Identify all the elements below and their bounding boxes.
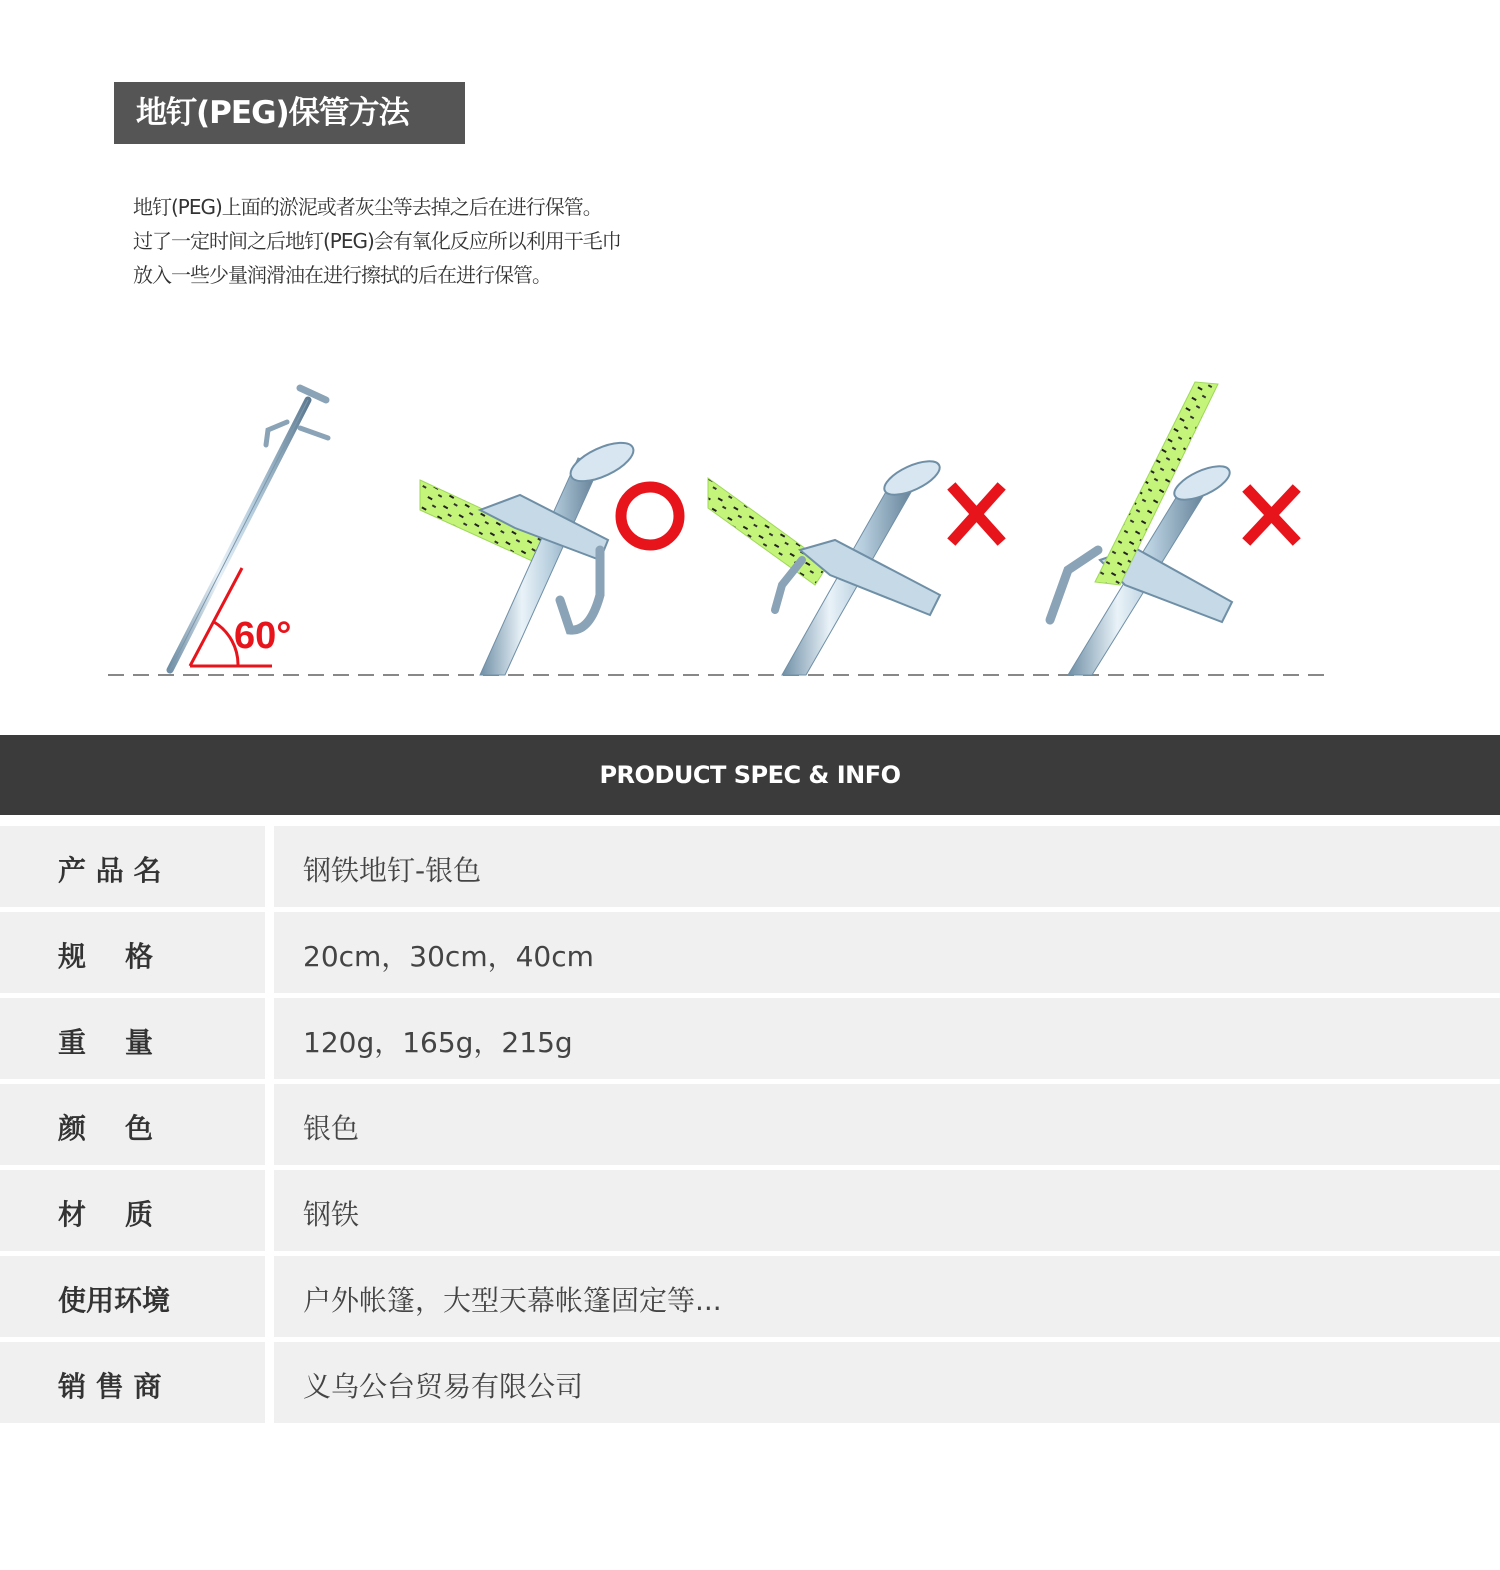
- care-line-2: 过了一定时间之后地钉(PEG)会有氧化反应所以利用干毛巾: [133, 229, 621, 253]
- spec-value: 义乌公台贸易有限公司: [274, 1342, 1500, 1423]
- care-method-title: 地钉(PEG)保管方法: [114, 82, 465, 144]
- spec-value: 钢铁: [274, 1170, 1500, 1251]
- spec-label: 重 量: [0, 998, 265, 1079]
- spec-row-size: [0, 912, 1500, 993]
- spec-section-header: PRODUCT SPEC & INFO: [0, 735, 1500, 815]
- spec-row-seller: [0, 1342, 1500, 1423]
- spec-row-color: [0, 1084, 1500, 1165]
- spec-row-weight: [0, 998, 1500, 1079]
- spec-value: 20cm，30cm，40cm: [274, 912, 1500, 993]
- spec-label: 规 格: [0, 912, 265, 993]
- peg-usage-illustration: [0, 370, 1500, 690]
- spec-value: 银色: [274, 1084, 1500, 1165]
- spec-label: 材 质: [0, 1170, 265, 1251]
- spec-value: 钢铁地钉-银色: [274, 826, 1500, 907]
- spec-label: 销 售 商: [0, 1342, 265, 1423]
- wrong-mark-icon-2: [1250, 492, 1293, 538]
- spec-label: 产 品 名: [0, 826, 265, 907]
- spec-label: 颜 色: [0, 1084, 265, 1165]
- correct-mark-icon: [621, 487, 679, 545]
- spec-label: 使用环境: [0, 1256, 265, 1337]
- spec-row-usage: [0, 1256, 1500, 1337]
- care-instructions: [133, 190, 813, 292]
- spec-value: 户外帐篷，大型天幕帐篷固定等...: [274, 1256, 1500, 1337]
- peg-wrong-1: [708, 454, 998, 675]
- spec-value: 120g，165g，215g: [274, 998, 1500, 1079]
- spec-table: [0, 826, 1500, 1428]
- care-line-1: 地钉(PEG)上面的淤泥或者灰尘等去掉之后在进行保管。: [133, 195, 602, 219]
- care-line-3: 放入一些少量润滑油在进行擦拭的后在进行保管。: [133, 263, 551, 287]
- wrong-mark-icon-1: [955, 490, 998, 538]
- spec-row-product-name: [0, 826, 1500, 907]
- angle-label: 60°: [234, 615, 292, 657]
- spec-row-material: [0, 1170, 1500, 1251]
- peg-wrong-2: [1050, 382, 1293, 675]
- peg-correct: [420, 435, 679, 675]
